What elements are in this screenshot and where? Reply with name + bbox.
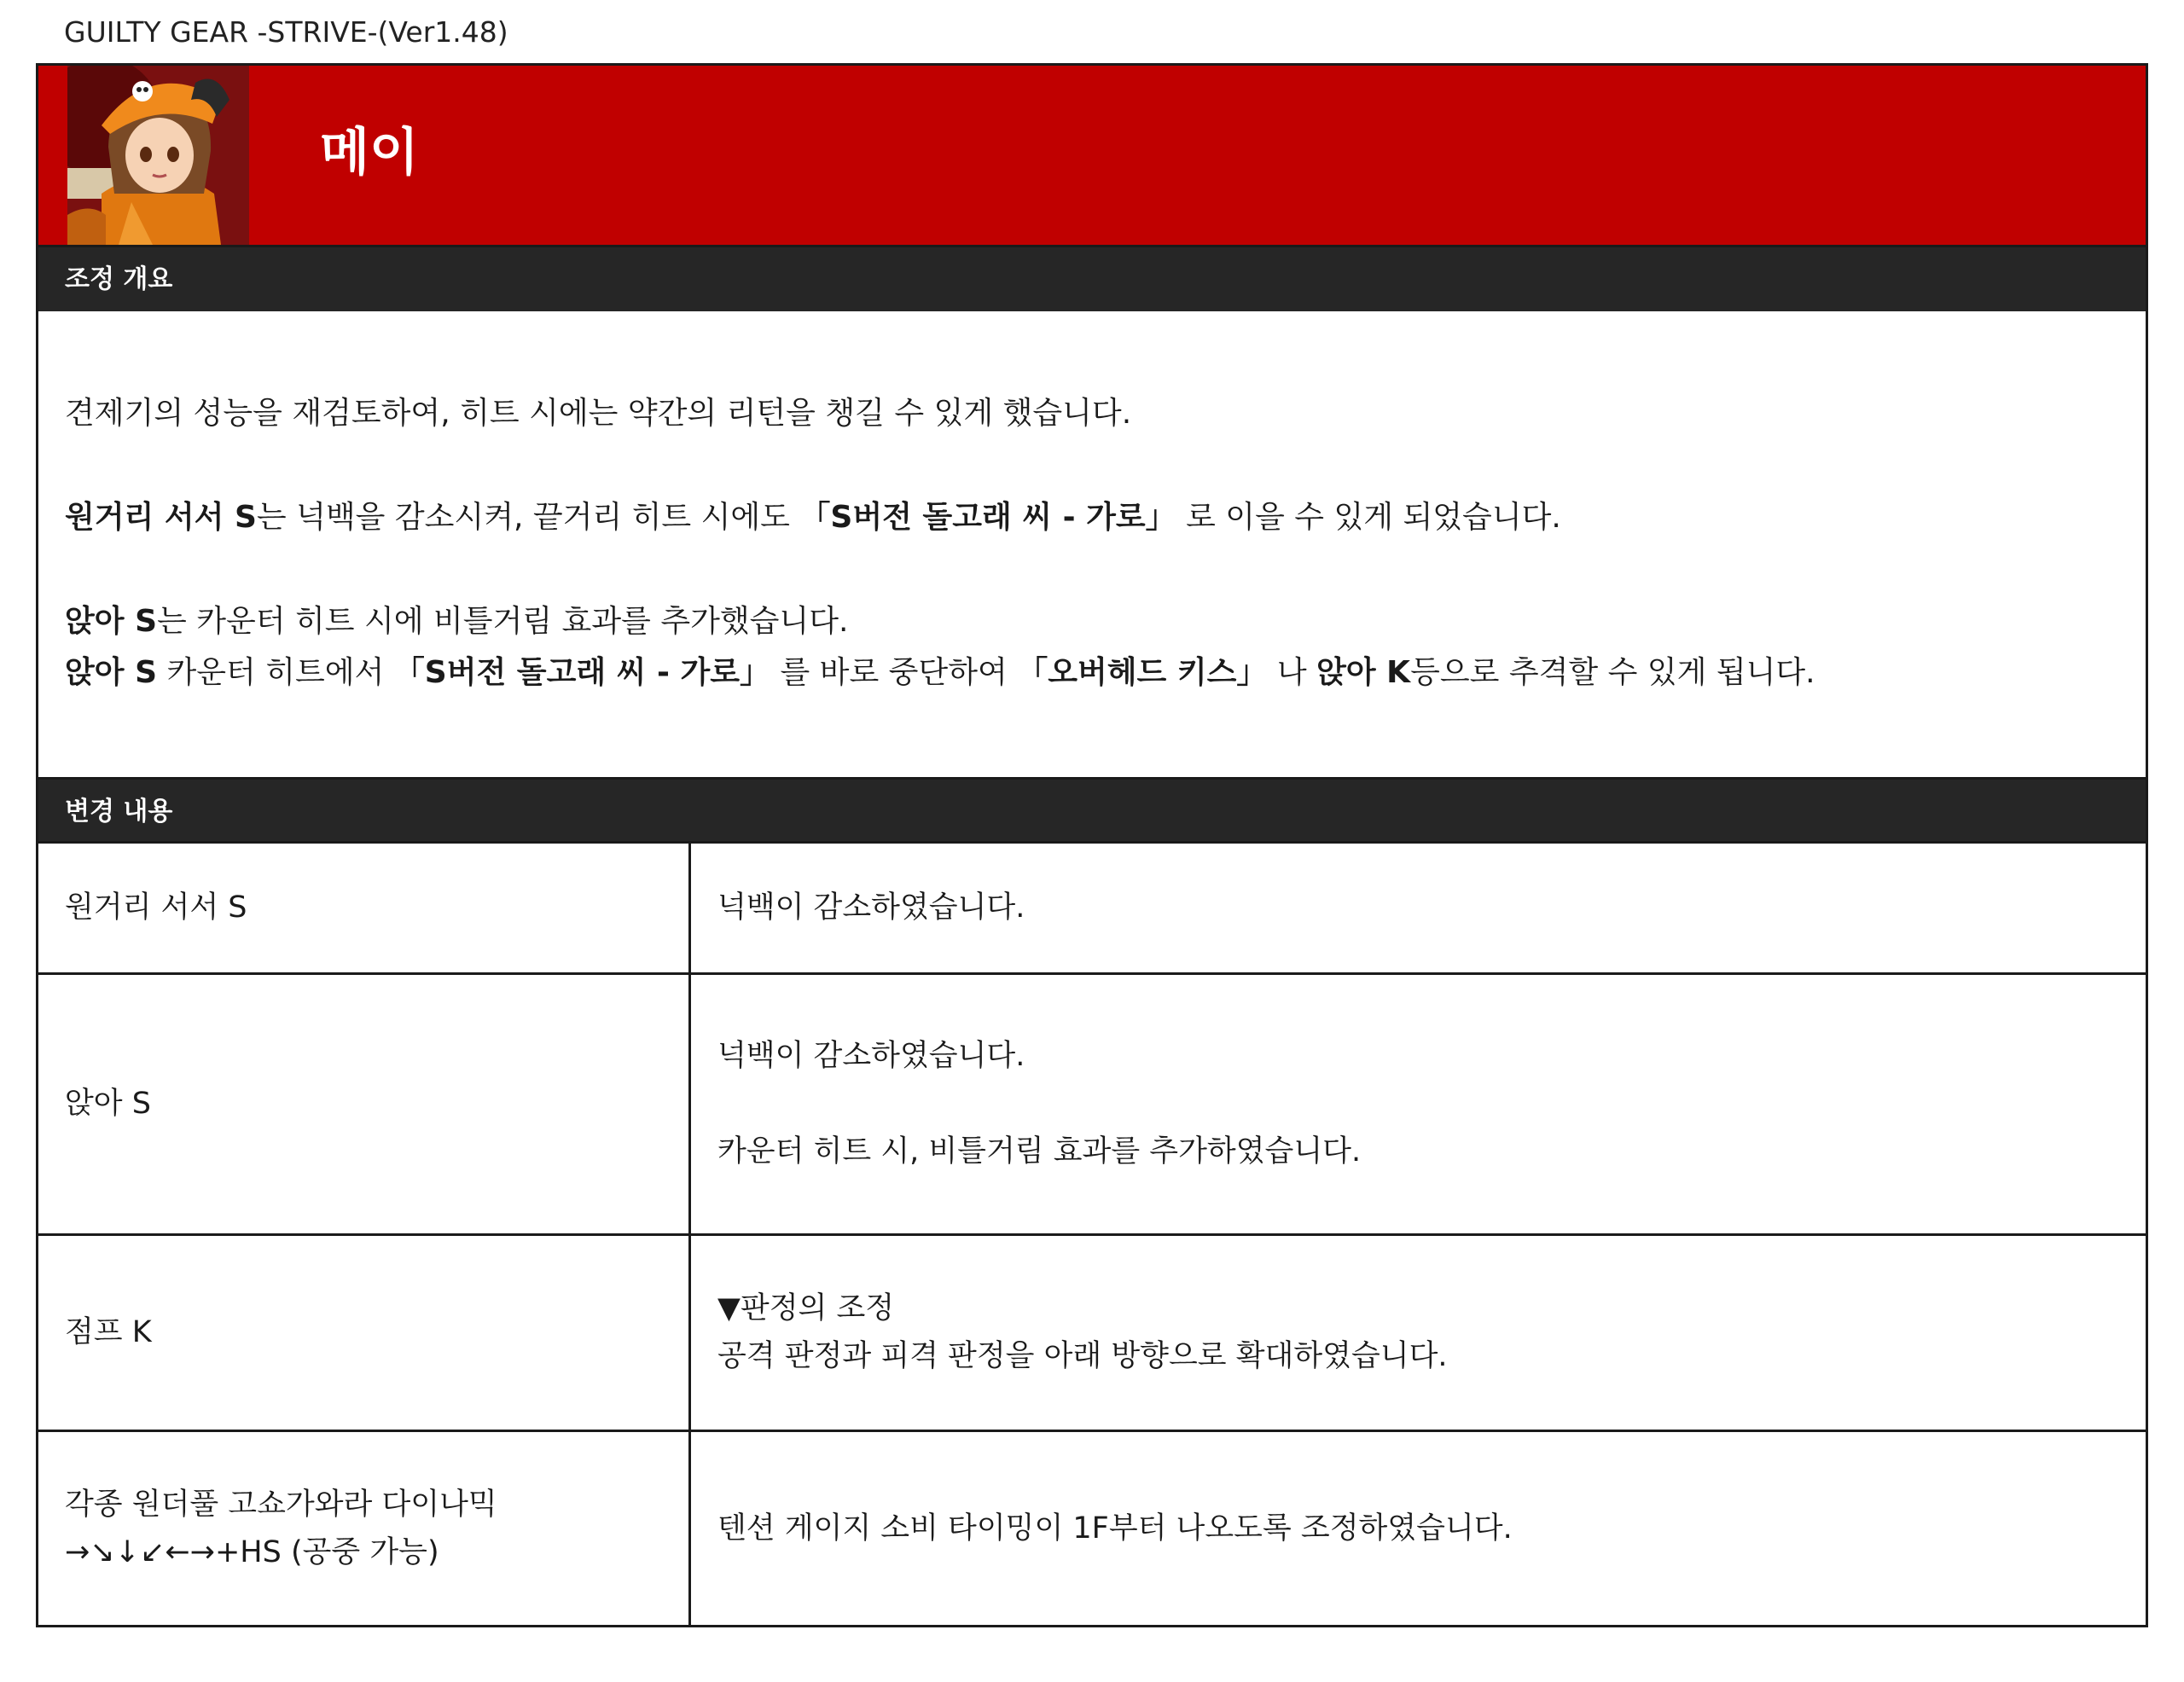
character-portrait-icon bbox=[67, 66, 249, 245]
summary-text: 카운터 히트에서 bbox=[157, 655, 394, 690]
move-cell: 원거리 서서 S bbox=[38, 844, 690, 973]
summary-text: 는 넉백을 감소시켜, 끝거리 히트 시에도 bbox=[256, 500, 800, 535]
summary-line-combo bbox=[65, 647, 2119, 699]
changes-section-title: 변경 내용 bbox=[38, 780, 2146, 844]
summary-line-crouch-slash bbox=[65, 596, 2119, 647]
summary-text: 로 이을 수 있게 되었습니다. bbox=[1176, 500, 1561, 535]
move-reference: 「S버전 돌고래 씨 - 가로」 bbox=[799, 500, 1176, 535]
detail-text: 넉백이 감소하였습니다. bbox=[717, 890, 1025, 925]
move-cell: 점프 K bbox=[38, 1234, 690, 1430]
move-reference: 「S버전 돌고래 씨 - 가로」 bbox=[393, 655, 770, 690]
table-row bbox=[38, 844, 2146, 973]
summary-text: 를 바로 중단하여 bbox=[770, 655, 1018, 690]
detail-cell bbox=[690, 844, 2146, 973]
move-name: 원거리 서서 S bbox=[65, 500, 257, 535]
detail-text: 공격 판정과 피격 판정을 아래 방향으로 확대하였습니다. bbox=[717, 1339, 1448, 1373]
detail-cell bbox=[690, 973, 2146, 1234]
move-reference: 「오버헤드 키스」 bbox=[1017, 655, 1268, 690]
summary-text: 는 카운터 히트 시에 비틀거림 효과를 추가했습니다. bbox=[157, 604, 849, 639]
detail-text: ▼판정의 조정 bbox=[717, 1291, 895, 1325]
summary-section-title: 조정 개요 bbox=[38, 247, 2146, 311]
document-header-title: GUILTY GEAR -STRIVE-(Ver1.48) bbox=[64, 15, 508, 49]
move-command-line: →↘↓↙←→+HS (공중 가능) bbox=[65, 1534, 439, 1569]
detail-spacer bbox=[717, 1080, 2119, 1128]
table-row bbox=[38, 973, 2146, 1234]
table-row bbox=[38, 1234, 2146, 1430]
summary-text: 등으로 추격할 수 있게 됩니다. bbox=[1410, 655, 1815, 690]
character-name: 메이 bbox=[320, 123, 419, 183]
move-name: 앉아 K bbox=[1316, 655, 1411, 690]
table-row bbox=[38, 1430, 2146, 1625]
move-name: 앉아 S bbox=[65, 655, 158, 690]
character-banner bbox=[38, 66, 2146, 247]
changes-table bbox=[38, 844, 2146, 1625]
detail-text: 텐션 게이지 소비 타이밍이 1F부터 나오도록 조정하였습니다. bbox=[717, 1511, 1513, 1546]
summary-line-far-slash bbox=[65, 492, 2119, 543]
patch-note-sheet bbox=[36, 63, 2148, 1627]
detail-cell bbox=[690, 1234, 2146, 1430]
summary-intro: 견제기의 성능을 재검토하여, 히트 시에는 약간의 리턴을 챙길 수 있게 했습니다. bbox=[65, 396, 1132, 431]
move-cell: 앉아 S bbox=[38, 973, 690, 1234]
move-name-line: 각종 원더풀 고쇼가와라 다이나믹 bbox=[65, 1487, 497, 1522]
detail-cell bbox=[690, 1430, 2146, 1625]
summary-body bbox=[38, 311, 2146, 780]
move-name: 앉아 S bbox=[65, 604, 158, 639]
detail-text: 넉백이 감소하였습니다. bbox=[717, 1039, 1025, 1073]
detail-text: 카운터 히트 시, 비틀거림 효과를 추가하였습니다. bbox=[717, 1134, 1362, 1169]
move-cell bbox=[38, 1430, 690, 1625]
summary-text: 나 bbox=[1267, 655, 1317, 690]
